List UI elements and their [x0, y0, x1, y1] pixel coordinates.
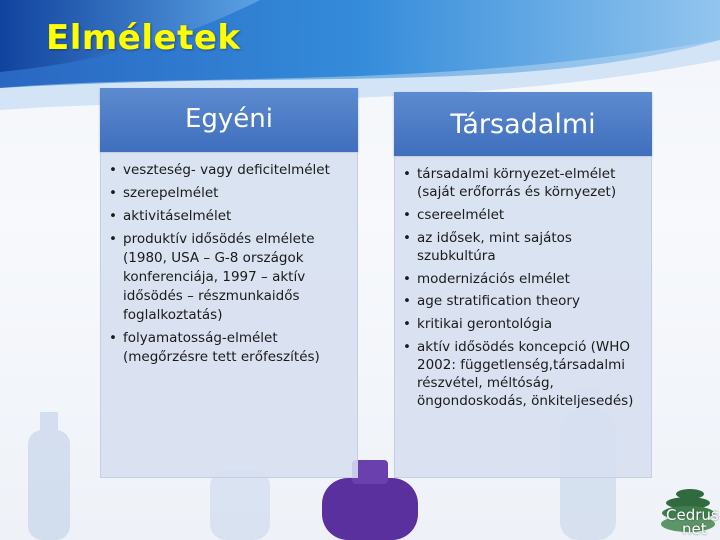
list-item-text: szerepelmélet	[123, 185, 219, 201]
bullet-icon: •	[403, 315, 411, 332]
bullet-icon: •	[109, 330, 117, 346]
column-heading-social: Társadalmi	[394, 92, 652, 156]
column-individual	[100, 88, 358, 478]
bullet-icon: •	[403, 293, 411, 310]
bullet-icon: •	[109, 208, 117, 224]
cedrus-net-logo	[666, 508, 719, 536]
list-item	[401, 229, 645, 265]
list-item-text: aktív idősödés koncepció (WHO 2002: függetlenség,társadalmi részvétel, méltóság, öngondoskodás, önkiteljesedés)	[417, 338, 634, 410]
bullet-icon: •	[403, 166, 411, 182]
bullet-icon: •	[403, 338, 411, 355]
bullet-icon: •	[109, 162, 117, 178]
list-item	[107, 161, 351, 180]
list-item-text: társadalmi környezet-elmélet (saját erőforrás és környezet)	[417, 166, 617, 201]
list-item-text: veszteség- vagy deficitelmélet	[123, 162, 330, 178]
list-item	[107, 207, 351, 226]
list-item	[401, 206, 645, 224]
list-item-text: modernizációs elmélet	[417, 270, 570, 287]
list-item	[401, 315, 645, 333]
bullet-icon: •	[109, 185, 117, 201]
logo-line-2: net	[682, 520, 707, 538]
bullet-icon: •	[403, 206, 411, 223]
column-heading-individual: Egyéni	[100, 88, 358, 152]
list-item	[401, 165, 645, 201]
slide-title: Elméletek	[46, 18, 241, 58]
logo-line-1: Cedrus	[666, 506, 719, 524]
list-item-text: kritikai gerontológia	[417, 315, 553, 332]
list-item-text: az idősek, mint sajátos szubkultúra	[417, 229, 572, 264]
list-item	[401, 292, 645, 310]
list-item-text: produktív idősödés elmélete (1980, USA – G-8 országok konferenciája, 1997 – aktív idősödés – részmunkaidős foglalkoztatás)	[123, 231, 315, 323]
list-item-text: folyamatosság-elmélet (megőrzésre tett erőfeszítés)	[123, 330, 320, 365]
column-body-individual	[100, 152, 358, 478]
bullet-icon: •	[403, 229, 411, 246]
bullet-icon: •	[403, 270, 411, 287]
column-social	[394, 92, 652, 478]
list-item-text: age stratification theory	[417, 293, 580, 310]
list-item	[401, 338, 645, 411]
list-item	[401, 270, 645, 288]
list-item	[107, 184, 351, 203]
column-body-social	[394, 156, 652, 478]
theory-list-individual	[107, 161, 351, 367]
list-item-text: csereelmélet	[417, 206, 505, 223]
list-item-text: aktivitáselmélet	[123, 208, 232, 224]
list-item	[107, 329, 351, 367]
list-item	[107, 230, 351, 325]
bullet-icon: •	[109, 231, 117, 247]
theory-list-social	[401, 165, 645, 410]
